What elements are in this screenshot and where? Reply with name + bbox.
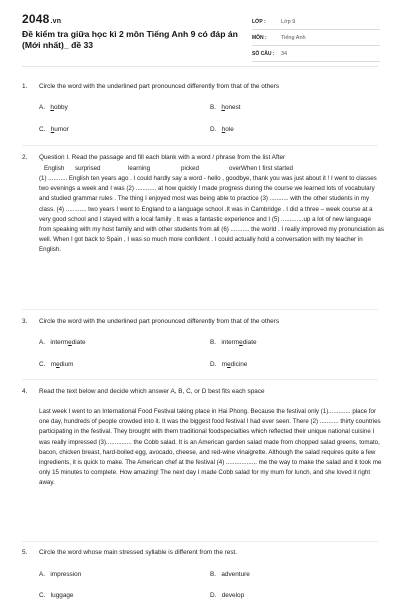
option-underlined: e: [56, 361, 60, 368]
question-stem: Circle the word with the underlined part pronounced differently from that of the others: [39, 318, 280, 325]
question-number: 4.: [22, 388, 28, 395]
meta-key: SỐ CÂU :: [252, 50, 275, 57]
question-5: [22, 548, 382, 588]
option-text: luggage: [50, 592, 74, 599]
option-b[interactable]: [210, 339, 257, 346]
option-underlined: e: [68, 339, 72, 346]
option-text-post: umor: [54, 126, 69, 133]
option-underlined: h: [50, 104, 54, 111]
document-header: [0, 0, 400, 66]
option-c[interactable]: [39, 126, 69, 133]
logo-text: 2048: [22, 12, 50, 26]
option-letter: B.: [210, 571, 217, 578]
meta-row-class: [252, 14, 380, 30]
meta-value: Tiếng Anh: [281, 34, 306, 41]
question-4: [22, 387, 382, 547]
word-list-item: picked: [181, 165, 199, 172]
option-b[interactable]: [210, 571, 250, 578]
option-d[interactable]: [210, 126, 234, 133]
option-letter: A.: [39, 571, 46, 578]
option-letter: B.: [210, 339, 217, 346]
option-underlined: h: [50, 126, 55, 133]
option-letter: D.: [210, 126, 217, 133]
option-text: impression: [50, 571, 82, 578]
option-letter: C.: [39, 592, 46, 599]
option-letter: C.: [39, 361, 46, 368]
option-text: adventure: [221, 571, 250, 578]
option-underlined: h: [221, 126, 226, 133]
word-list-item: surprised: [75, 165, 101, 172]
option-text-pre: m: [50, 361, 57, 368]
passage-text: (1) ........... English ten years ago . I could hardly say a word - hello , goodbye, thank you was just about it ! I went to classes two evenings a week and I was (2) ............ at how quickly I made progress during the course we learned lots of vocabulary and studied grammar rules . The thing I enjoyed most was being able to practice (3) ........... with the other students in my class. (4) ............ two years I went to England to a language school .It was in Cambridge . I did a three – week course at a very good school and I stayed with a local family . It was a fantastic experience and I (5) .............up a lot of new language from speaking with my host family and with other students from all (6) ........... the world . I really improved my pronunciation as well. When I got back to Spain , I was so much more confident . I could actually hold a conversation with my teacher in English.: [39, 175, 384, 254]
option-a[interactable]: [39, 339, 86, 346]
option-text-post: dium: [59, 361, 74, 368]
word-list-item: English: [44, 165, 65, 172]
question-divider: [22, 309, 378, 310]
option-a[interactable]: [39, 104, 68, 111]
option-text-post: onest: [224, 104, 241, 111]
option-underlined: e: [239, 339, 243, 346]
site-logo[interactable]: [22, 12, 61, 26]
word-list-item: learning: [128, 165, 151, 172]
meta-row-subject: [252, 30, 380, 46]
option-letter: C.: [39, 126, 46, 133]
reading-passage: [39, 407, 384, 489]
option-text-pre: interm: [221, 339, 240, 346]
option-text-post: obby: [53, 104, 68, 111]
meta-value: Lớp 9: [281, 18, 296, 25]
option-text: develop: [221, 592, 245, 599]
meta-key: MÔN :: [252, 34, 267, 41]
question-number: 5.: [22, 549, 28, 556]
option-text-post: ole: [225, 126, 234, 133]
option-text-post: dicine: [230, 361, 248, 368]
option-d[interactable]: [210, 592, 244, 599]
option-d[interactable]: [210, 361, 247, 368]
logo-tld: .vn: [50, 18, 62, 25]
option-text-pre: m: [221, 361, 228, 368]
question-number: 1.: [22, 83, 28, 90]
question-stem: Circle the word with the underlined part pronounced differently from that of the others: [39, 83, 280, 90]
option-a[interactable]: [39, 571, 81, 578]
option-c[interactable]: [39, 592, 73, 599]
option-c[interactable]: [39, 361, 73, 368]
document-title: Đề kiểm tra giữa học kì 2 môn Tiếng Anh 9 có đáp án (Mới nhất)_ đề 33: [22, 29, 238, 50]
question-divider: [22, 379, 378, 380]
question-number: 2.: [22, 154, 28, 161]
passage-text: Last week I went to an International Food Festival taking place in Hai Phong. Because the festival only (1)............. place for one day, hundreds of people crowded into it. It was the biggest food festival I had ever seen. There (2) ........... thirty countries participating in the festival. They brought with them traditional foodspecialties which reflected their unique national cuisine I was really impressed (3)............... the Cobb salad. It is an American garden salad made from chopped salad greens, tomato, bacon, chicken breast, hard-boiled egg, avocado, cheese, and red-wine vinaigrette. Although the salad requires quite a few ingredients, it is quick to make. The American chef at the festival (4) .................. me the way to make the salad and it took me only 15 minutes to complete. How amazing! The next day I made Cobb salad for my mum for lunch, and she loved it right away.: [39, 408, 382, 487]
option-text-post: diate: [242, 339, 257, 346]
option-text-pre: interm: [50, 339, 69, 346]
option-letter: B.: [210, 104, 217, 111]
question-stem: Circle the word whose main stressed syllable is different from the rest.: [39, 549, 238, 556]
question-divider: [22, 541, 378, 542]
option-underlined: h: [221, 104, 225, 111]
option-letter: D.: [210, 361, 217, 368]
option-text-post: diate: [71, 339, 86, 346]
option-underlined: e: [227, 361, 231, 368]
word-list-item: overWhen I first started: [229, 165, 293, 172]
option-letter: D.: [210, 592, 217, 599]
header-divider: [22, 66, 378, 67]
document-meta: [252, 14, 380, 62]
reading-passage: [39, 174, 384, 256]
word-list: [44, 164, 374, 174]
meta-value: 34: [281, 50, 288, 57]
question-stem: Read the text below and decide which answer A, B, C, or D best fits each space: [39, 388, 265, 395]
option-b[interactable]: [210, 104, 241, 111]
option-letter: A.: [39, 104, 46, 111]
meta-row-count: [252, 46, 380, 62]
question-stem: Question I. Read the passage and fill each blank with a word / phrase from the list After: [39, 154, 286, 161]
question-divider: [22, 145, 378, 146]
meta-key: LỚP :: [252, 18, 266, 25]
question-number: 3.: [22, 318, 28, 325]
question-1: [22, 82, 382, 142]
option-letter: A.: [39, 339, 46, 346]
